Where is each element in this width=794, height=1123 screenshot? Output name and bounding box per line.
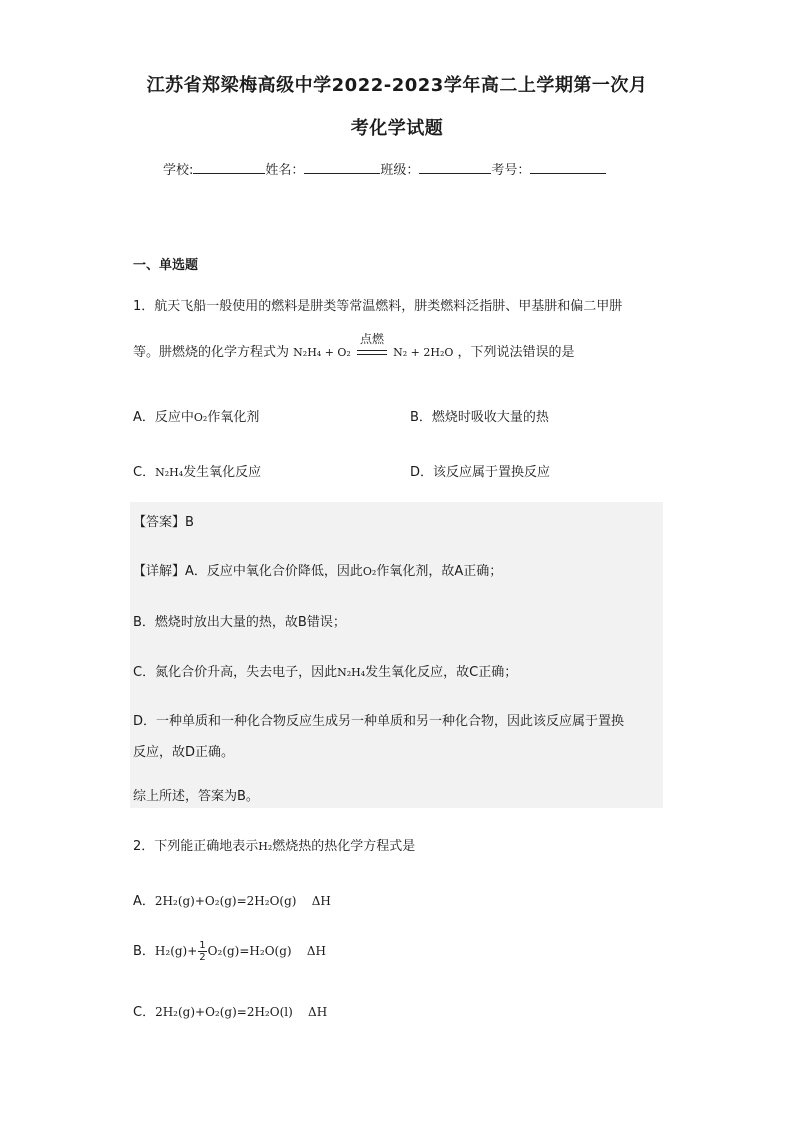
- school-label: 学校:: [163, 163, 194, 178]
- q1-detail-a: [133, 560, 502, 579]
- name-label: 姓名：: [265, 163, 305, 178]
- name-blank[interactable]: [304, 159, 380, 174]
- q1-option-c-suffix: 发生氧化反应: [183, 465, 262, 480]
- q1-detail-c-formula: N₂H₄: [337, 666, 366, 679]
- q1-option-c-formula: N₂H₄: [155, 466, 184, 479]
- q1-option-a-prefix: A．反应中: [133, 410, 194, 425]
- q1-summary: 综上所述，答案为B。: [133, 789, 259, 804]
- q2-option-c-equation: 2H₂(g)+O₂(g)=2H₂O(l) ΔH: [155, 1005, 328, 1019]
- q1-option-c: [133, 461, 261, 480]
- q1-stem-prefix: 等。肼燃烧的化学方程式为: [133, 345, 290, 360]
- q2-option-b-eq-right: O₂(g)=H₂O(g) ΔH: [207, 944, 326, 958]
- exam-number-label: 考号：: [491, 163, 531, 178]
- q1-detail-a-suffix: 作氧化剂，故A正确；: [376, 564, 503, 579]
- q1-detail-b: B．燃烧时放出大量的热，故B错误；: [133, 615, 346, 630]
- answer-panel: [130, 502, 663, 808]
- q2-option-b-label: B．: [133, 944, 155, 959]
- q1-detail-a-formula: O₂: [362, 565, 377, 578]
- q2-stem-prefix: 2．下列能正确地表示: [133, 839, 259, 854]
- q2-option-a-label: A．: [133, 894, 155, 909]
- section-heading: 一、单选题: [133, 258, 199, 273]
- q2-option-b: [133, 940, 326, 963]
- doc-title-line1: 江苏省郑梁梅高级中学2022-2023学年高二上学期第一次月: [146, 75, 648, 96]
- q2-stem: [133, 835, 415, 854]
- q1-option-a-formula: O₂: [193, 411, 208, 424]
- q1-option-b: B．燃烧时吸收大量的热: [410, 410, 549, 425]
- class-label: 班级：: [380, 163, 420, 178]
- reaction-condition: [357, 332, 387, 360]
- q1-stem-line1: 1．航天飞船一般使用的燃料是肼类等常温燃料，肼类燃料泛指肼、甲基肼和偏二甲肼: [133, 299, 623, 314]
- exam-number-blank[interactable]: [530, 159, 606, 174]
- fraction-numerator: 1: [199, 940, 206, 951]
- q1-option-a-suffix: 作氧化剂: [207, 410, 260, 425]
- q1-answer: 【答案】B: [133, 515, 194, 530]
- q2-option-a: [133, 890, 331, 909]
- ignite-condition-label: 点燃: [359, 332, 384, 346]
- school-blank[interactable]: [193, 159, 265, 174]
- q1-stem-suffix: ，下列说法错误的是: [457, 345, 575, 360]
- student-info-row: [163, 159, 606, 178]
- q1-equation-left: N₂H₄ + O₂: [293, 346, 351, 359]
- q2-option-c-label: C．: [133, 1005, 156, 1020]
- q2-stem-suffix: 燃烧热的热化学方程式是: [272, 839, 416, 854]
- q2-stem-formula: H₂: [258, 840, 273, 853]
- q1-option-c-prefix: C．: [133, 465, 156, 480]
- q1-option-a: [133, 406, 259, 425]
- q1-option-d: D．该反应属于置换反应: [410, 465, 551, 480]
- q1-detail-d-line1: D．一种单质和一种化合物反应生成另一种单质和另一种化合物，因此该反应属于置换: [133, 714, 625, 729]
- q1-stem-line2: [133, 332, 575, 360]
- q2-option-a-equation: 2H₂(g)+O₂(g)=2H₂O(g) ΔH: [154, 894, 331, 908]
- q1-detail-c: [133, 661, 517, 680]
- q2-option-b-eq-left: H₂(g)+: [154, 944, 198, 958]
- class-blank[interactable]: [419, 159, 491, 174]
- q1-detail-c-prefix: C．氮化合价升高，失去电子，因此: [133, 665, 338, 680]
- one-half-fraction: [198, 940, 206, 963]
- doc-title-line2: 考化学试题: [350, 118, 444, 139]
- q2-option-c: [133, 1001, 327, 1020]
- q1-detail-d-line2: 反应，故D正确。: [133, 745, 235, 760]
- q1-detail-c-suffix: 发生氧化反应，故C正确；: [365, 665, 518, 680]
- fraction-denominator: 2: [199, 952, 206, 963]
- q1-equation-right: N₂ + 2H₂O: [393, 346, 454, 359]
- q1-detail-a-prefix: 【详解】A．反应中氧化合价降低，因此: [133, 564, 363, 579]
